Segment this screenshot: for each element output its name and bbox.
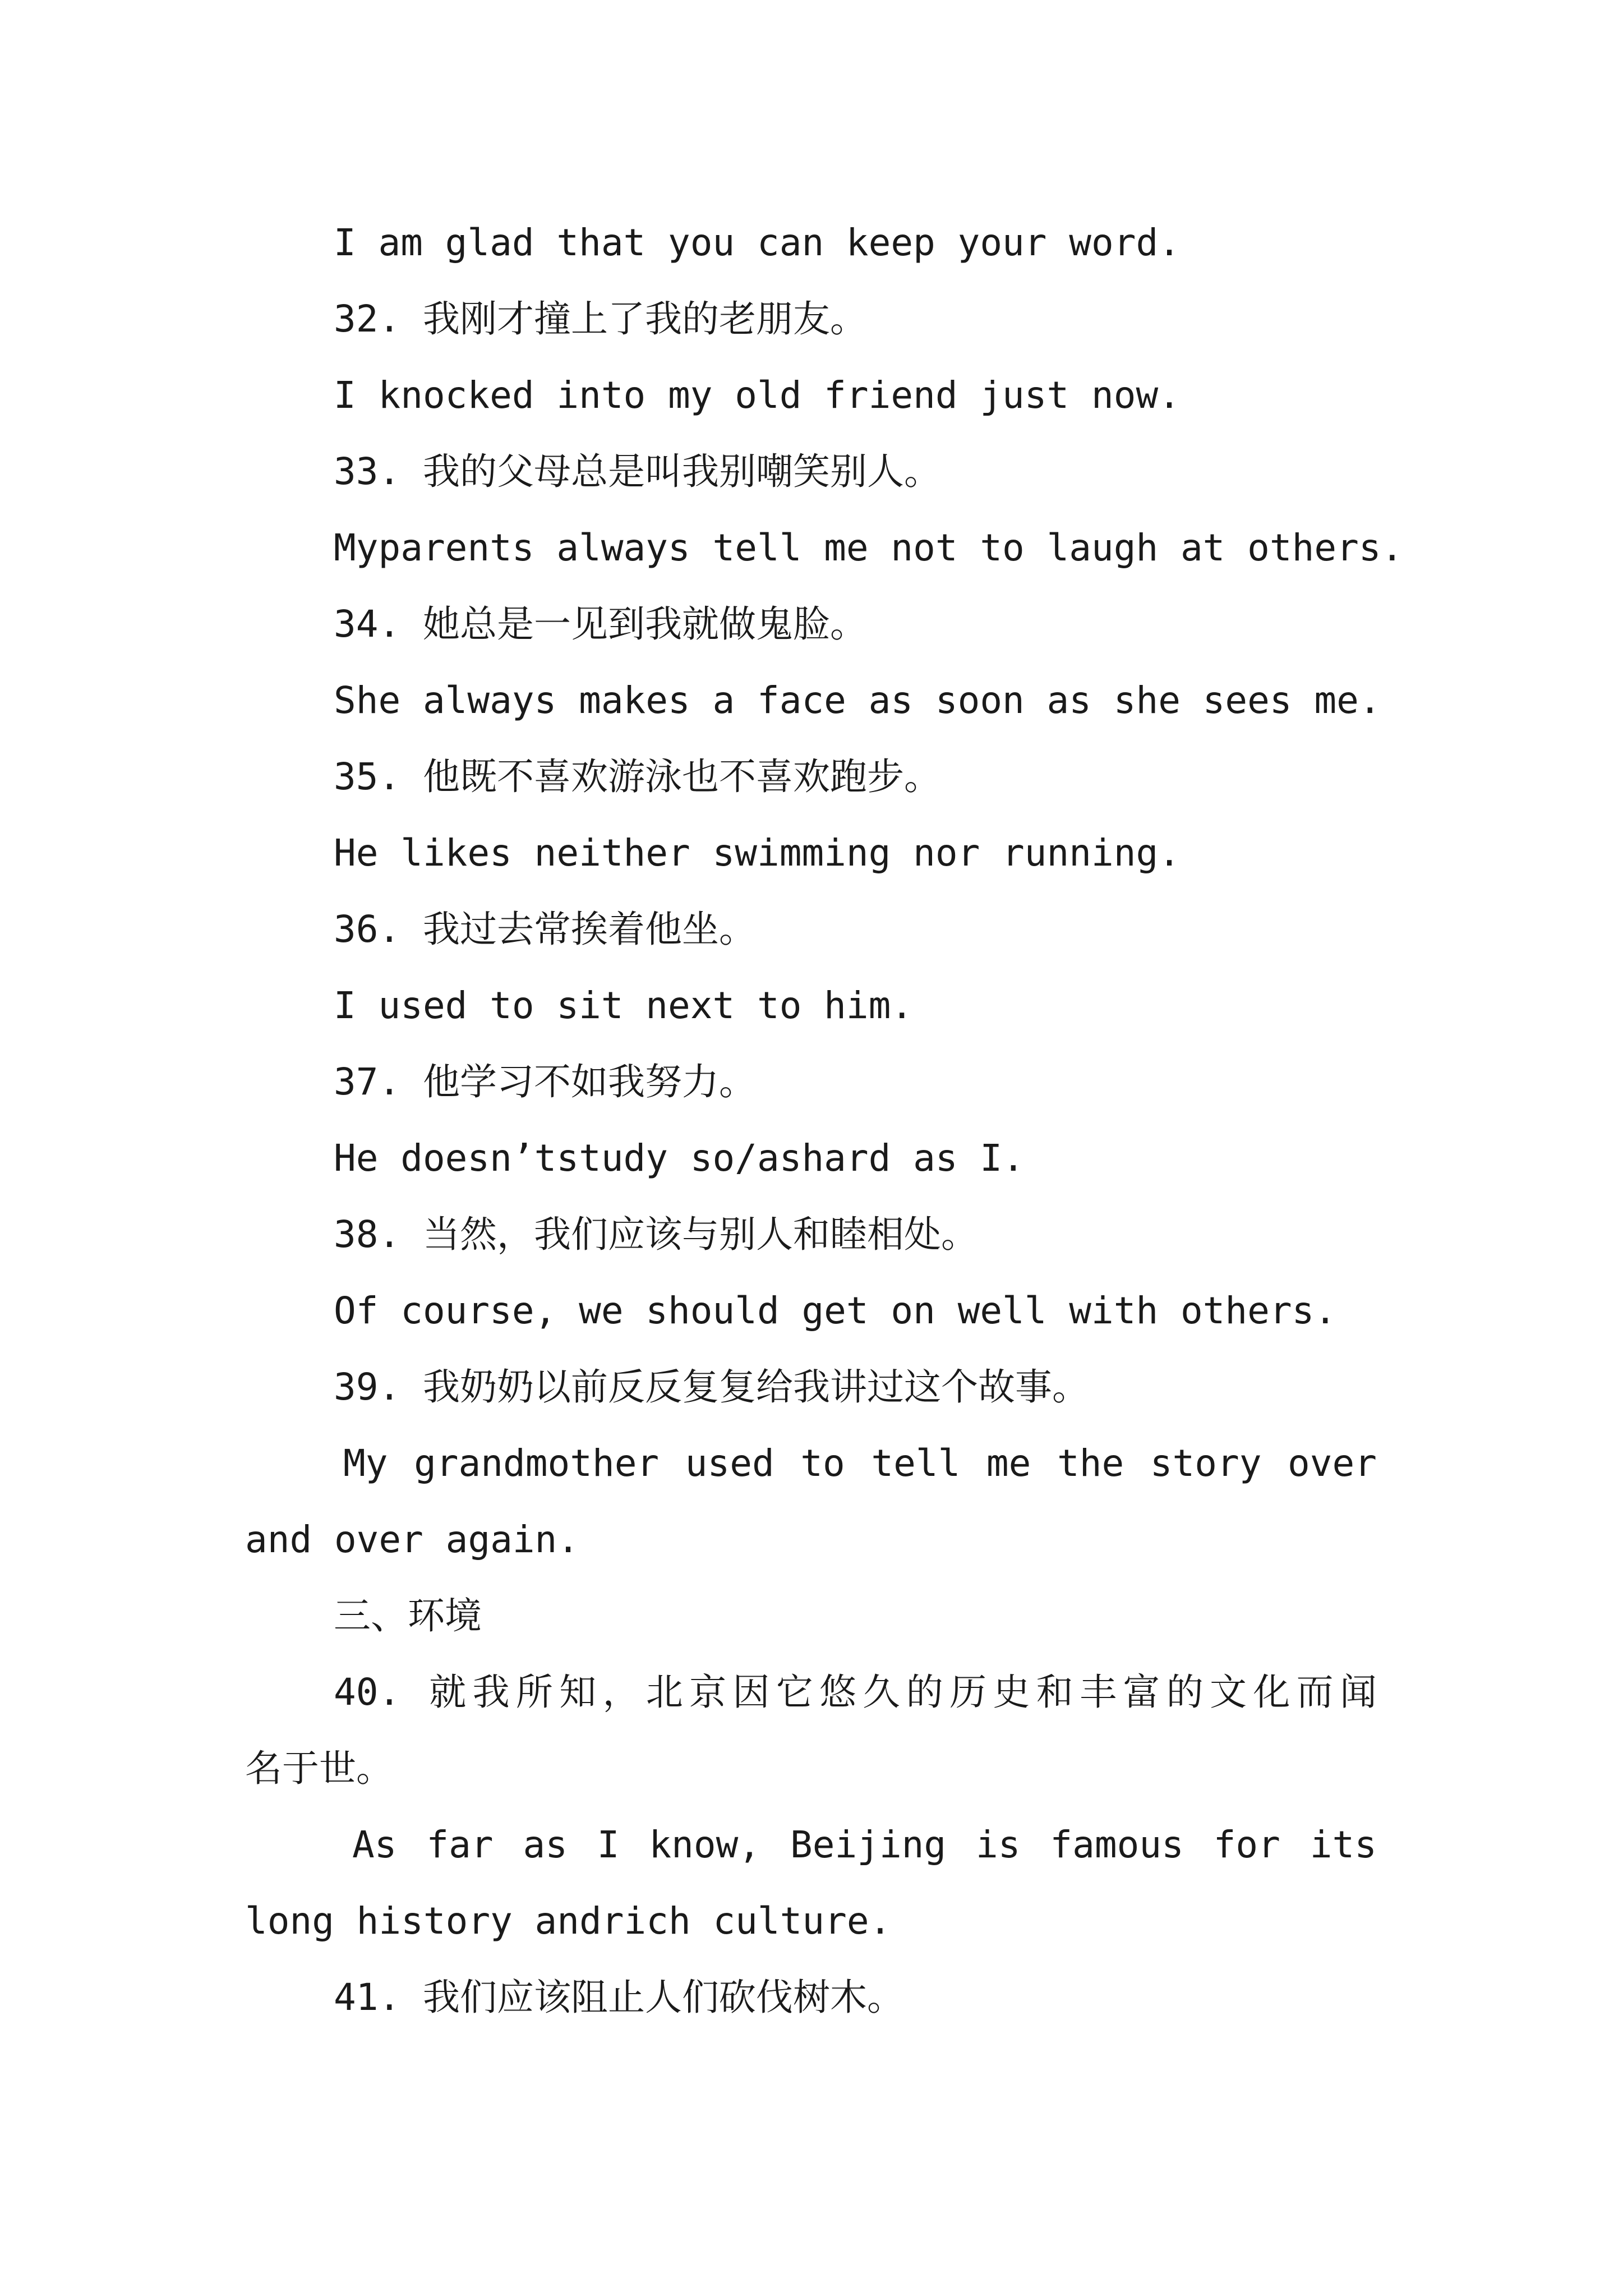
english-sentence-33: Myparents always tell me not to laugh at others.	[334, 526, 1404, 569]
english-sentence-36: I used to sit next to him.	[334, 984, 914, 1027]
english-sentence-35: He likes neither swimming nor running.	[334, 831, 1181, 875]
item-35-chinese: 35. 他既不喜欢游泳也不喜欢跑步。	[334, 755, 941, 798]
item-39-chinese: 39. 我奶奶以前反反复复给我讲过这个故事。	[334, 1365, 1089, 1409]
item-37-chinese: 37. 他学习不如我努力。	[334, 1060, 756, 1103]
item-41-chinese: 41. 我们应该阻止人们砍伐树木。	[334, 1976, 904, 2019]
section-heading-environment: 三、环境	[334, 1594, 482, 1637]
english-sentence-40-line-1: As far as I know, Beijing is famous for its	[352, 1823, 1377, 1866]
english-sentence-34: She always makes a face as soon as she sees me.	[334, 679, 1381, 722]
item-33-chinese: 33. 我的父母总是叫我别嘲笑别人。	[334, 450, 941, 493]
item-38-chinese: 38. 当然，我们应该与别人和睦相处。	[334, 1213, 978, 1256]
item-36-chinese: 36. 我过去常挨着他坐。	[334, 908, 756, 951]
english-sentence-31: I am glad that you can keep your word.	[334, 221, 1181, 264]
item-34-chinese: 34. 她总是一见到我就做鬼脸。	[334, 602, 867, 646]
english-sentence-37: He doesn’tstudy so/ashard as I.	[334, 1137, 1025, 1180]
english-sentence-39-line-2: and over again.	[245, 1518, 580, 1561]
item-40-chinese-line-2: 名于世。	[245, 1747, 393, 1790]
english-sentence-40-line-2: long history andrich culture.	[245, 1899, 892, 1943]
english-sentence-32: I knocked into my old friend just now.	[334, 374, 1181, 417]
english-sentence-38: Of course, we should get on well with others.	[334, 1289, 1337, 1332]
english-sentence-39-line-1: My grandmother used to tell me the story over	[343, 1442, 1377, 1485]
item-32-chinese: 32. 我刚才撞上了我的老朋友。	[334, 297, 867, 341]
item-40-chinese-line-1: 40. 就我所知，北京因它悠久的历史和丰富的文化而闻	[334, 1671, 1377, 1714]
